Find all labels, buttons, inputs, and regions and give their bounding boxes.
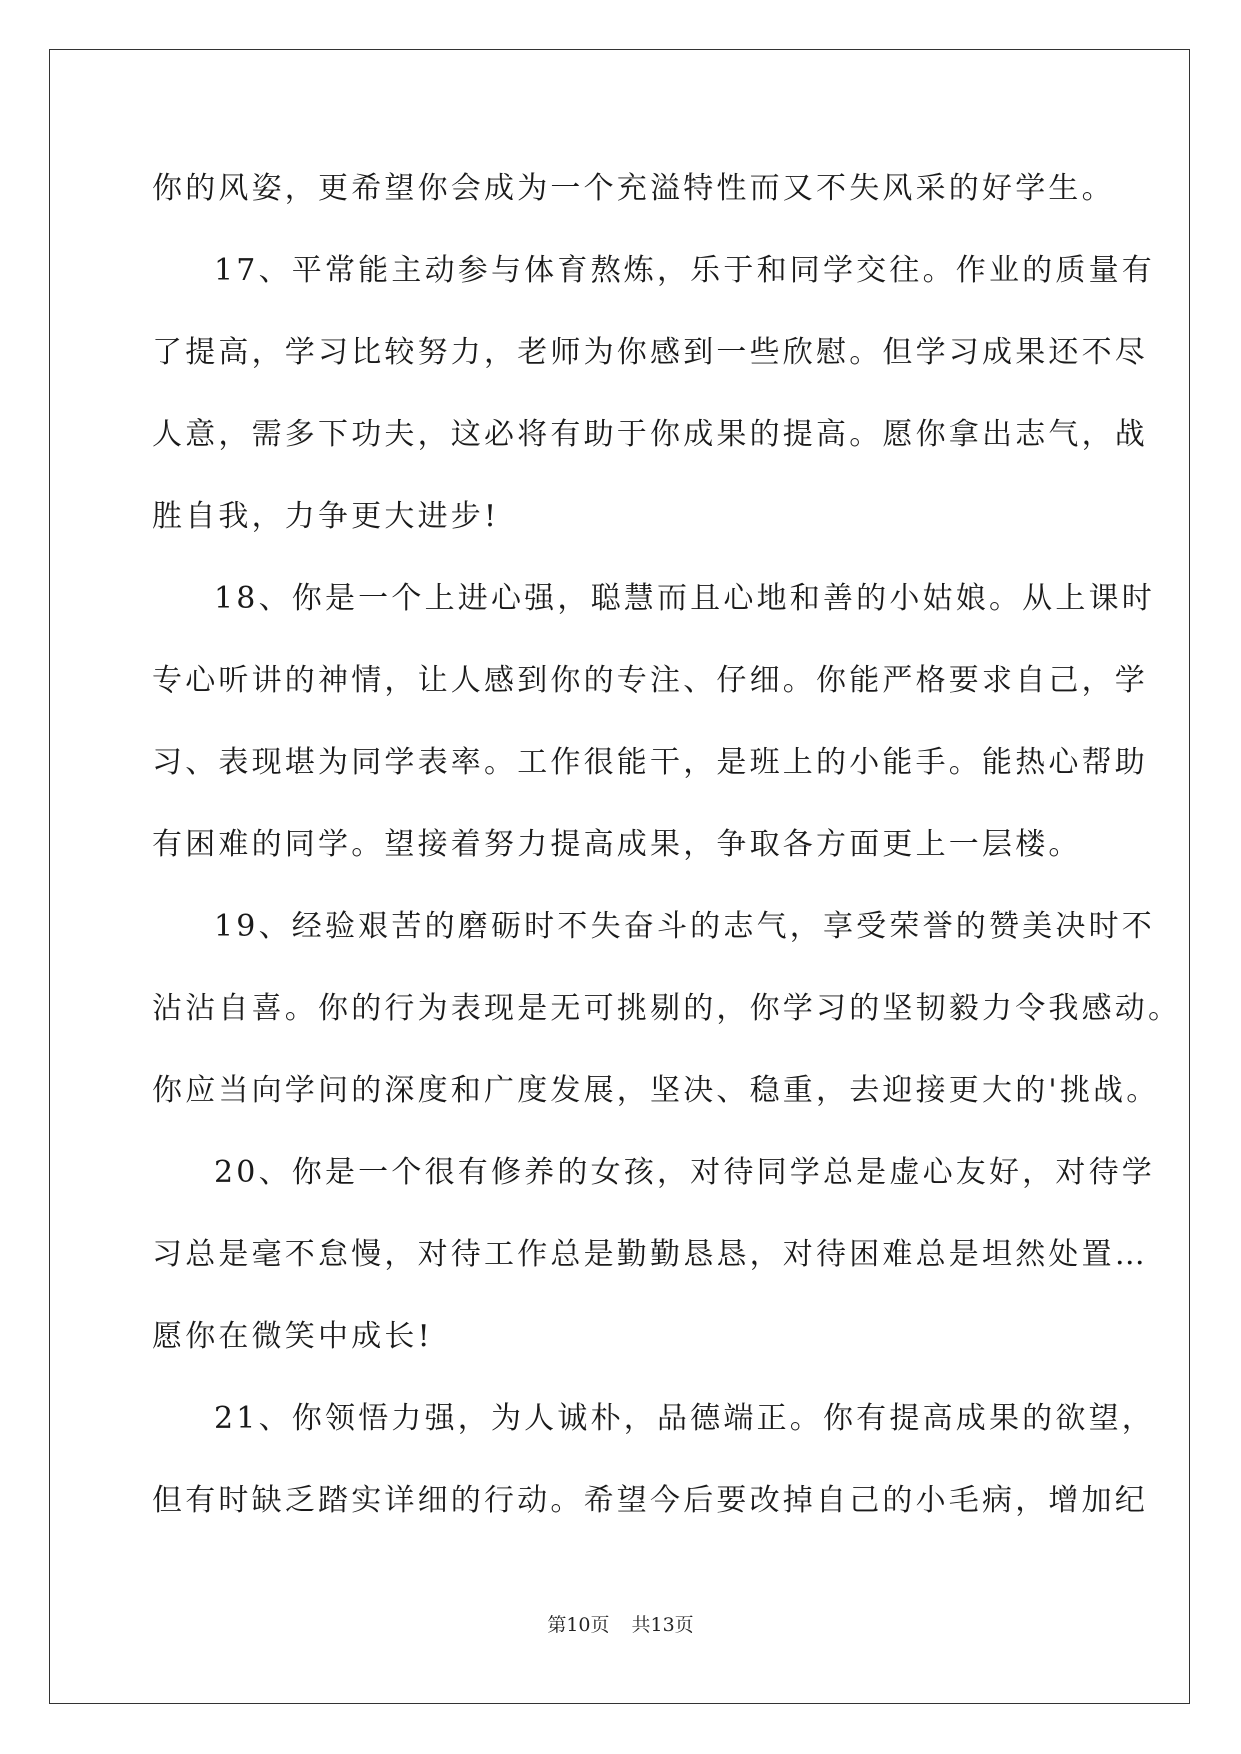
text-line: 了提高，学习比较努力，老师为你感到一些欣慰。但学习成果还不尽 — [152, 335, 1148, 370]
text-line: 习总是毫不怠慢，对待工作总是勤勤恳恳，对待困难总是坦然处置… — [152, 1237, 1148, 1272]
text-line: 胜自我，力争更大进步! — [152, 499, 500, 534]
page-number-current: 第10页 — [547, 1614, 610, 1636]
paragraph-19-line-1: 19、经验艰苦的磨砺时不失奋斗的志气，享受荣誉的赞美决时不 — [214, 909, 1155, 944]
text-line: 你应当向学问的深度和广度发展，坚决、稳重，去迎接更大的'挑战。 — [152, 1073, 1160, 1108]
text-line: 有困难的同学。望接着努力提高成果，争取各方面更上一层楼。 — [152, 827, 1082, 862]
text-line: 专心听讲的神情，让人感到你的专注、仔细。你能严格要求自己，学 — [152, 663, 1148, 698]
text-line: 但有时缺乏踏实详细的行动。希望今后要改掉自己的小毛病，增加纪 — [152, 1483, 1148, 1518]
paragraph-21-line-1: 21、你领悟力强，为人诚朴，品德端正。你有提高成果的欲望， — [214, 1401, 1155, 1436]
page-footer — [0, 1610, 1241, 1637]
text-line: 人意，需多下功夫，这必将有助于你成果的提高。愿你拿出志气，战 — [152, 417, 1148, 452]
paragraph-20-line-1: 20、你是一个很有修养的女孩，对待同学总是虚心友好，对待学 — [214, 1155, 1155, 1190]
text-line: 习、表现堪为同学表率。工作很能干，是班上的小能手。能热心帮助 — [152, 745, 1148, 780]
text-line: 你的风姿，更希望你会成为一个充溢特性而又不失风采的好学生。 — [152, 171, 1115, 206]
document-body — [152, 160, 1182, 1554]
page-number-total: 共13页 — [631, 1614, 694, 1636]
text-line: 沾沾自喜。你的行为表现是无可挑剔的，你学习的坚韧毅力令我感动。 — [152, 991, 1182, 1026]
paragraph-17-line-1: 17、平常能主动参与体育熬炼，乐于和同学交往。作业的质量有 — [214, 253, 1155, 288]
paragraph-18-line-1: 18、你是一个上进心强，聪慧而且心地和善的小姑娘。从上课时 — [214, 581, 1155, 616]
text-line: 愿你在微笑中成长! — [152, 1319, 433, 1354]
